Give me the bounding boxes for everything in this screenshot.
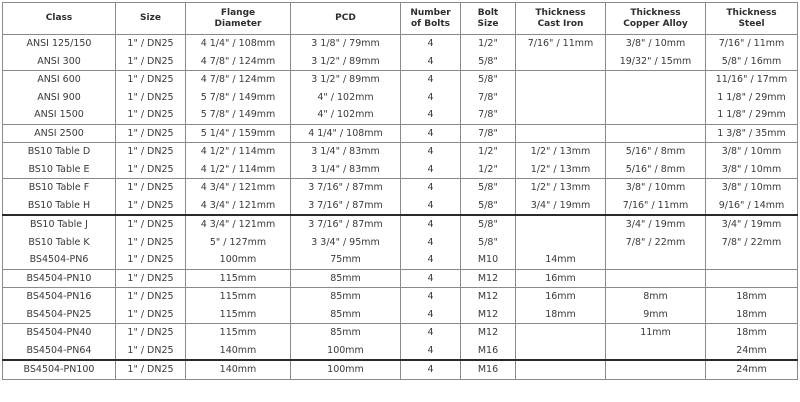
header-thickness-steel: Thickness Steel (706, 3, 798, 35)
table-row (3, 215, 798, 234)
cell-bolt-size: M16 (461, 360, 516, 379)
cell-thickness-copper-alloy (606, 269, 706, 288)
cell-thickness-steel: 18mm (706, 288, 798, 306)
cell-bolt-size: 7/8" (461, 89, 516, 107)
cell-class: BS4504-PN6 (3, 251, 116, 269)
cell-flange-diameter: 4 1/4" / 108mm (186, 35, 291, 53)
cell-size: 1" / DN25 (116, 53, 186, 71)
cell-thickness-copper-alloy: 9mm (606, 306, 706, 324)
flange-dimensions-table (2, 2, 798, 380)
cell-thickness-steel: 3/8" / 10mm (706, 143, 798, 161)
cell-pcd: 3 7/16" / 87mm (291, 215, 401, 234)
cell-class: BS10 Table E (3, 161, 116, 179)
cell-number-of-bolts: 4 (401, 342, 461, 361)
cell-flange-diameter: 4 7/8" / 124mm (186, 71, 291, 89)
cell-pcd: 4" / 102mm (291, 89, 401, 107)
cell-thickness-cast-iron (516, 124, 606, 143)
cell-thickness-copper-alloy: 8mm (606, 288, 706, 306)
header-pcd: PCD (291, 3, 401, 35)
cell-number-of-bolts: 4 (401, 324, 461, 342)
cell-bolt-size: 1/2" (461, 161, 516, 179)
table-row (3, 106, 798, 124)
cell-size: 1" / DN25 (116, 306, 186, 324)
cell-class: BS10 Table K (3, 234, 116, 252)
cell-thickness-copper-alloy (606, 89, 706, 107)
cell-thickness-copper-alloy: 3/8" / 10mm (606, 35, 706, 53)
header-flange-diameter: Flange Diameter (186, 3, 291, 35)
cell-thickness-steel: 3/4" / 19mm (706, 215, 798, 234)
cell-bolt-size: M12 (461, 306, 516, 324)
cell-flange-diameter: 100mm (186, 251, 291, 269)
cell-thickness-copper-alloy (606, 71, 706, 89)
cell-pcd: 4 1/4" / 108mm (291, 124, 401, 143)
cell-thickness-copper-alloy: 3/8" / 10mm (606, 179, 706, 197)
cell-number-of-bolts: 4 (401, 251, 461, 269)
cell-bolt-size: 5/8" (461, 234, 516, 252)
cell-thickness-steel: 5/8" / 16mm (706, 53, 798, 71)
cell-pcd: 3 1/2" / 89mm (291, 71, 401, 89)
cell-size: 1" / DN25 (116, 234, 186, 252)
cell-pcd: 3 3/4" / 95mm (291, 234, 401, 252)
cell-size: 1" / DN25 (116, 324, 186, 342)
cell-size: 1" / DN25 (116, 288, 186, 306)
cell-flange-diameter: 4 3/4" / 121mm (186, 215, 291, 234)
cell-class: BS4504-PN40 (3, 324, 116, 342)
cell-thickness-steel: 7/8" / 22mm (706, 234, 798, 252)
cell-class: BS4504-PN100 (3, 360, 116, 379)
cell-pcd: 3 1/8" / 79mm (291, 35, 401, 53)
cell-class: BS10 Table H (3, 197, 116, 216)
table-body (3, 35, 798, 380)
cell-thickness-cast-iron: 3/4" / 19mm (516, 197, 606, 216)
cell-flange-diameter: 115mm (186, 306, 291, 324)
cell-size: 1" / DN25 (116, 35, 186, 53)
cell-pcd: 3 7/16" / 87mm (291, 197, 401, 216)
cell-thickness-steel: 1 1/8" / 29mm (706, 106, 798, 124)
header-bolt-size: Bolt Size (461, 3, 516, 35)
cell-number-of-bolts: 4 (401, 143, 461, 161)
cell-thickness-cast-iron: 16mm (516, 288, 606, 306)
cell-flange-diameter: 5 1/4" / 159mm (186, 124, 291, 143)
cell-pcd: 3 1/4" / 83mm (291, 161, 401, 179)
cell-thickness-cast-iron: 1/2" / 13mm (516, 143, 606, 161)
cell-thickness-copper-alloy: 19/32" / 15mm (606, 53, 706, 71)
cell-thickness-copper-alloy (606, 124, 706, 143)
cell-number-of-bolts: 4 (401, 360, 461, 379)
header-size: Size (116, 3, 186, 35)
cell-size: 1" / DN25 (116, 179, 186, 197)
table-row (3, 197, 798, 216)
cell-bolt-size: 5/8" (461, 53, 516, 71)
table-row (3, 269, 798, 288)
cell-thickness-copper-alloy: 5/16" / 8mm (606, 161, 706, 179)
cell-thickness-copper-alloy (606, 251, 706, 269)
cell-flange-diameter: 115mm (186, 269, 291, 288)
cell-pcd: 3 7/16" / 87mm (291, 179, 401, 197)
cell-thickness-cast-iron (516, 324, 606, 342)
cell-pcd: 100mm (291, 360, 401, 379)
table-row (3, 288, 798, 306)
cell-flange-diameter: 140mm (186, 360, 291, 379)
cell-class: BS10 Table F (3, 179, 116, 197)
cell-bolt-size: 5/8" (461, 71, 516, 89)
cell-number-of-bolts: 4 (401, 35, 461, 53)
cell-pcd: 85mm (291, 269, 401, 288)
cell-size: 1" / DN25 (116, 360, 186, 379)
cell-number-of-bolts: 4 (401, 124, 461, 143)
cell-number-of-bolts: 4 (401, 89, 461, 107)
cell-number-of-bolts: 4 (401, 179, 461, 197)
cell-pcd: 3 1/2" / 89mm (291, 53, 401, 71)
cell-flange-diameter: 4 7/8" / 124mm (186, 53, 291, 71)
cell-pcd: 100mm (291, 342, 401, 361)
cell-flange-diameter: 4 3/4" / 121mm (186, 179, 291, 197)
table-row (3, 35, 798, 53)
cell-flange-diameter: 5 7/8" / 149mm (186, 89, 291, 107)
table-row (3, 71, 798, 89)
cell-thickness-copper-alloy (606, 360, 706, 379)
cell-thickness-cast-iron (516, 342, 606, 361)
cell-class: BS4504-PN10 (3, 269, 116, 288)
cell-thickness-cast-iron: 18mm (516, 306, 606, 324)
cell-number-of-bolts: 4 (401, 106, 461, 124)
cell-number-of-bolts: 4 (401, 306, 461, 324)
cell-thickness-cast-iron: 16mm (516, 269, 606, 288)
cell-thickness-steel: 24mm (706, 360, 798, 379)
cell-pcd: 85mm (291, 306, 401, 324)
cell-pcd: 4" / 102mm (291, 106, 401, 124)
cell-thickness-cast-iron: 1/2" / 13mm (516, 179, 606, 197)
table-row (3, 251, 798, 269)
cell-number-of-bolts: 4 (401, 234, 461, 252)
cell-size: 1" / DN25 (116, 197, 186, 216)
cell-thickness-copper-alloy: 3/4" / 19mm (606, 215, 706, 234)
cell-thickness-steel: 18mm (706, 306, 798, 324)
cell-thickness-steel: 1 1/8" / 29mm (706, 89, 798, 107)
cell-pcd: 85mm (291, 324, 401, 342)
cell-class: BS4504-PN25 (3, 306, 116, 324)
cell-number-of-bolts: 4 (401, 161, 461, 179)
cell-bolt-size: M12 (461, 288, 516, 306)
table-row (3, 342, 798, 361)
cell-class: BS4504-PN64 (3, 342, 116, 361)
header-number-of-bolts: Number of Bolts (401, 3, 461, 35)
cell-bolt-size: M16 (461, 342, 516, 361)
cell-size: 1" / DN25 (116, 71, 186, 89)
cell-thickness-cast-iron (516, 234, 606, 252)
cell-thickness-copper-alloy (606, 106, 706, 124)
cell-thickness-steel: 1 3/8" / 35mm (706, 124, 798, 143)
cell-thickness-steel: 11/16" / 17mm (706, 71, 798, 89)
cell-thickness-cast-iron: 7/16" / 11mm (516, 35, 606, 53)
table-row (3, 53, 798, 71)
cell-size: 1" / DN25 (116, 143, 186, 161)
cell-pcd: 85mm (291, 288, 401, 306)
cell-bolt-size: 5/8" (461, 179, 516, 197)
cell-number-of-bolts: 4 (401, 215, 461, 234)
cell-thickness-steel: 9/16" / 14mm (706, 197, 798, 216)
cell-bolt-size: 7/8" (461, 124, 516, 143)
cell-class: BS10 Table D (3, 143, 116, 161)
cell-thickness-copper-alloy: 11mm (606, 324, 706, 342)
table-row (3, 179, 798, 197)
cell-bolt-size: M12 (461, 324, 516, 342)
header-thickness-copper-alloy: Thickness Copper Alloy (606, 3, 706, 35)
cell-bolt-size: 1/2" (461, 35, 516, 53)
header-thickness-cast-iron: Thickness Cast Iron (516, 3, 606, 35)
table-row (3, 143, 798, 161)
cell-size: 1" / DN25 (116, 251, 186, 269)
cell-thickness-cast-iron (516, 215, 606, 234)
cell-thickness-cast-iron (516, 360, 606, 379)
cell-flange-diameter: 115mm (186, 288, 291, 306)
cell-class: ANSI 125/150 (3, 35, 116, 53)
table-row (3, 234, 798, 252)
cell-number-of-bolts: 4 (401, 269, 461, 288)
table-row (3, 360, 798, 379)
table-row (3, 161, 798, 179)
cell-bolt-size: 5/8" (461, 197, 516, 216)
cell-thickness-steel: 3/8" / 10mm (706, 179, 798, 197)
cell-size: 1" / DN25 (116, 89, 186, 107)
cell-flange-diameter: 115mm (186, 324, 291, 342)
cell-thickness-steel: 18mm (706, 324, 798, 342)
cell-class: ANSI 600 (3, 71, 116, 89)
table-row (3, 324, 798, 342)
cell-thickness-steel (706, 269, 798, 288)
cell-class: BS10 Table J (3, 215, 116, 234)
cell-size: 1" / DN25 (116, 124, 186, 143)
cell-class: BS4504-PN16 (3, 288, 116, 306)
header-row (3, 3, 798, 35)
cell-bolt-size: 1/2" (461, 143, 516, 161)
cell-bolt-size: M12 (461, 269, 516, 288)
cell-flange-diameter: 140mm (186, 342, 291, 361)
cell-bolt-size: 5/8" (461, 215, 516, 234)
cell-class: ANSI 900 (3, 89, 116, 107)
cell-thickness-steel (706, 251, 798, 269)
table-row (3, 89, 798, 107)
cell-flange-diameter: 4 3/4" / 121mm (186, 197, 291, 216)
cell-thickness-copper-alloy (606, 342, 706, 361)
cell-flange-diameter: 4 1/2" / 114mm (186, 161, 291, 179)
cell-number-of-bolts: 4 (401, 288, 461, 306)
cell-bolt-size: M10 (461, 251, 516, 269)
cell-thickness-copper-alloy: 7/8" / 22mm (606, 234, 706, 252)
cell-pcd: 75mm (291, 251, 401, 269)
cell-class: ANSI 300 (3, 53, 116, 71)
cell-bolt-size: 7/8" (461, 106, 516, 124)
cell-size: 1" / DN25 (116, 342, 186, 361)
cell-thickness-copper-alloy: 5/16" / 8mm (606, 143, 706, 161)
cell-thickness-cast-iron: 1/2" / 13mm (516, 161, 606, 179)
cell-thickness-steel: 24mm (706, 342, 798, 361)
cell-thickness-cast-iron (516, 53, 606, 71)
cell-size: 1" / DN25 (116, 215, 186, 234)
cell-thickness-copper-alloy: 7/16" / 11mm (606, 197, 706, 216)
cell-thickness-cast-iron (516, 106, 606, 124)
cell-size: 1" / DN25 (116, 161, 186, 179)
cell-size: 1" / DN25 (116, 269, 186, 288)
header-class: Class (3, 3, 116, 35)
cell-thickness-cast-iron (516, 71, 606, 89)
table-row (3, 306, 798, 324)
cell-number-of-bolts: 4 (401, 197, 461, 216)
cell-number-of-bolts: 4 (401, 71, 461, 89)
table-row (3, 124, 798, 143)
cell-size: 1" / DN25 (116, 106, 186, 124)
cell-flange-diameter: 5" / 127mm (186, 234, 291, 252)
cell-class: ANSI 2500 (3, 124, 116, 143)
cell-flange-diameter: 5 7/8" / 149mm (186, 106, 291, 124)
cell-class: ANSI 1500 (3, 106, 116, 124)
cell-thickness-steel: 3/8" / 10mm (706, 161, 798, 179)
cell-flange-diameter: 4 1/2" / 114mm (186, 143, 291, 161)
cell-number-of-bolts: 4 (401, 53, 461, 71)
cell-thickness-cast-iron (516, 89, 606, 107)
cell-thickness-cast-iron: 14mm (516, 251, 606, 269)
cell-pcd: 3 1/4" / 83mm (291, 143, 401, 161)
cell-thickness-steel: 7/16" / 11mm (706, 35, 798, 53)
